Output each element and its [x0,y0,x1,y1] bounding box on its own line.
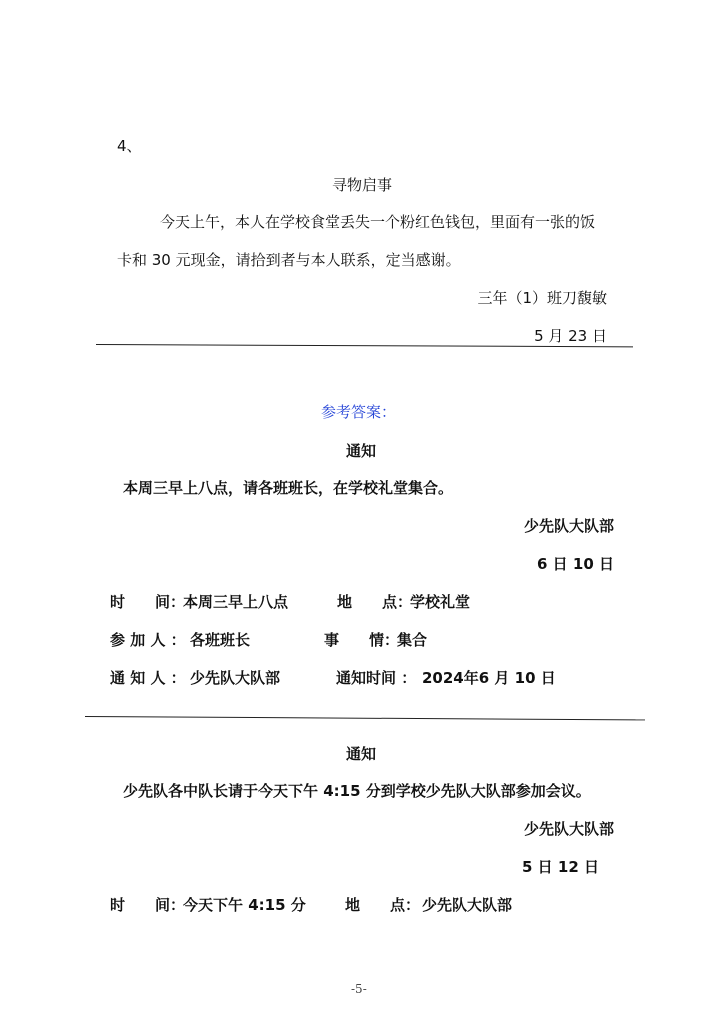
notice1-time-value: 本周三早上八点 [183,593,289,611]
notice1-place-label: 地 点： [337,593,413,611]
notice1-notice-time-label: 通知时间 ： [336,669,417,687]
notice2-date: 5 日 12 日 [522,858,599,876]
page-number: -5- [351,982,367,996]
notice1-notice-time-value: 2024年6 月 10 日 [422,669,556,687]
notice1-participants-label: 参 加 人 ： [110,631,186,649]
lost-notice-body-line2: 卡和 30 元现金，请拾到者与本人联系，定当感谢。 [117,251,461,269]
notice2-signature: 少先队大队部 [523,820,614,838]
notice1-title: 通知 [346,442,377,460]
notice1-matter-value: 集合 [397,631,428,649]
lost-notice-date: 5 月 23 日 [534,327,607,345]
notice1-matter-label: 事 情： [324,631,400,649]
notice1-time-label: 时 间： [110,593,186,611]
notice2-place-label: 地 点： [345,896,421,914]
notice2-title: 通知 [346,745,377,763]
notice1-place-value: 学校礼堂 [410,593,471,611]
notice2-time-label: 时 间： [110,896,186,914]
notice1-notifier-label: 通 知 人 ： [110,669,186,687]
notice1-participants-value: 各班班长 [190,631,251,649]
divider-line-2 [85,716,645,720]
lost-notice-signature: 三年（1）班刀馥敏 [477,289,607,307]
notice1-notifier-value: 少先队大队部 [190,669,281,687]
answer-heading: 参考答案： [321,403,397,421]
notice1-signature: 少先队大队部 [523,517,614,535]
notice2-time-value: 今天下午 4:15 分 [183,896,306,914]
lost-notice-body-line1: 今天上午，本人在学校食堂丢失一个粉红色钱包，里面有一张的饭 [160,213,596,231]
notice2-place-value: 少先队大队部 [422,896,513,914]
notice1-date: 6 日 10 日 [537,555,614,573]
notice1-body: 本周三早上八点，请各班班长，在学校礼堂集合。 [123,479,454,497]
item-number: 4、 [117,137,142,155]
notice2-body: 少先队各中队长请于今天下午 4:15 分到学校少先队大队部参加会议。 [123,782,591,800]
lost-notice-title: 寻物启事 [332,176,393,194]
